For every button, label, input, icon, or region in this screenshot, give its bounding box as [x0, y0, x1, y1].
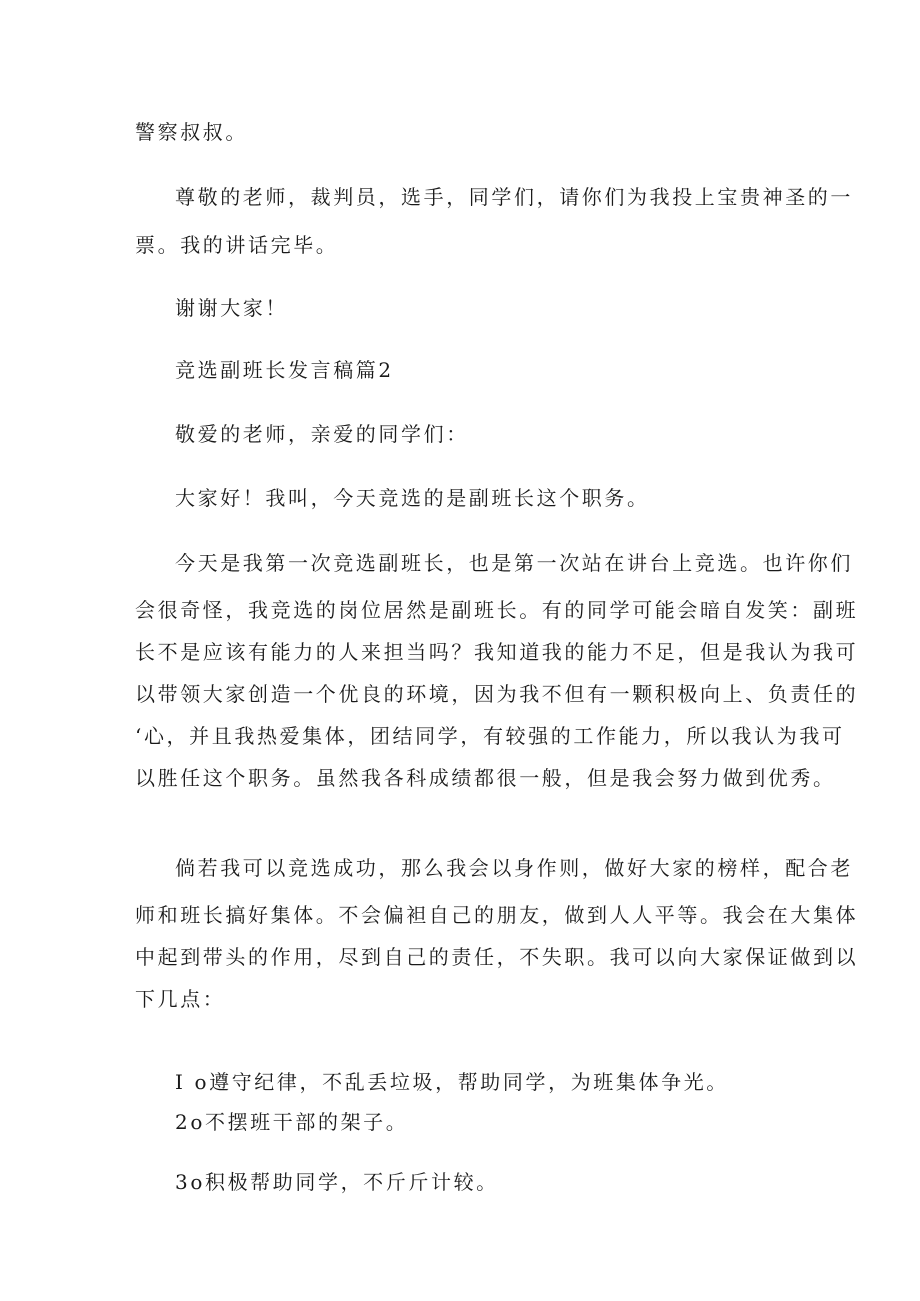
- text-line: 尊敬的老师，裁判员，选手，同学们，请你们为我投上宝贵神圣的一: [175, 185, 853, 209]
- closing-thanks: 谢谢大家！: [175, 296, 288, 320]
- text-line: ‘心，并且我热爱集体，团结同学，有较强的工作能力，所以我认为我可: [135, 724, 845, 748]
- text-line: 今天是我第一次竞选副班长，也是第一次站在讲台上竞选。也许你们: [175, 551, 853, 575]
- text-line: 会很奇怪，我竞选的岗位居然是副班长。有的同学可能会暗自发笑：副班: [135, 598, 859, 622]
- list-item: 3o积极帮助同学，不斤斤计较。: [175, 1170, 499, 1194]
- section-heading: 竞选副班长发言稿篇2: [175, 358, 394, 382]
- text-line: 警察叔叔。: [135, 120, 248, 144]
- list-item: 2o不摆班干部的架子。: [175, 1110, 409, 1134]
- text-line: 大家好！我叫，今天竞选的是副班长这个职务。: [175, 486, 650, 510]
- list-item: I o遵守纪律，不乱丢垃圾，帮助同学，为班集体争光。: [175, 1070, 729, 1094]
- text-line: 票。我的讲话完毕。: [135, 233, 339, 257]
- salutation: 敬爱的老师，亲爱的同学们：: [175, 422, 469, 446]
- text-line: 以带领大家创造一个优良的环境，因为我不但有一颗积极向上、负责任的: [135, 682, 859, 706]
- paragraph: [135, 903, 859, 1031]
- text-line: 以胜任这个职务。虽然我各科成绩都很一般，但是我会努力做到优秀。: [135, 766, 836, 790]
- text-line: 倘若我可以竞选成功，那么我会以身作则，做好大家的榜样，配合老: [175, 856, 853, 880]
- text-line: 下几点：: [135, 987, 226, 1011]
- text-line: 长不是应该有能力的人来担当吗？我知道我的能力不足，但是我认为我可: [135, 640, 859, 664]
- text-line: 师和班长搞好集体。不会偏袒自己的朋友，做到人人平等。我会在大集体: [135, 903, 859, 927]
- paragraph: [135, 598, 859, 810]
- text-line: 中起到带头的作用，尽到自己的责任，不失职。我可以向大家保证做到以: [135, 945, 859, 969]
